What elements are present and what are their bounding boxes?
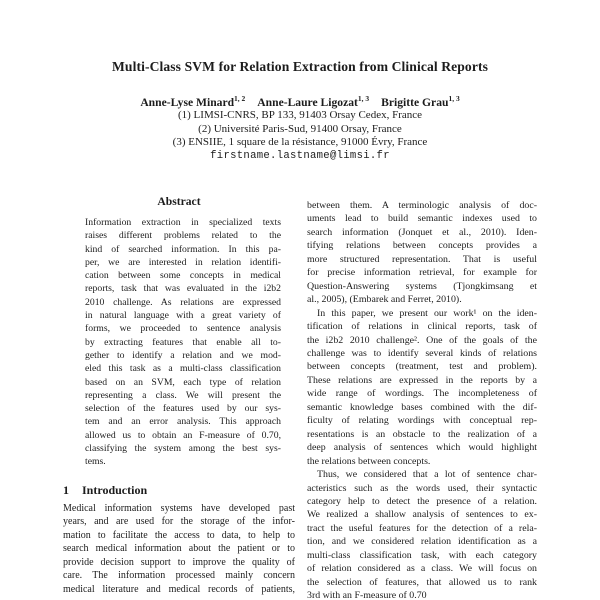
author-name: Anne-Laure Ligozat bbox=[257, 95, 358, 109]
text-line: 2010 challenge. As relations are expressed bbox=[85, 296, 281, 308]
abstract-heading: Abstract bbox=[157, 195, 201, 208]
text-line: based on an SVM, each type of relation bbox=[85, 376, 281, 388]
text-line: allowed us to obtain an F-measure of 0.70, bbox=[85, 429, 281, 441]
affiliation-line: (1) LIMSI-CNRS, BP 133, 91403 Orsay Cedex, France bbox=[177, 109, 422, 121]
text-line: provide decision support to improve the quality of bbox=[63, 556, 295, 568]
text-line: Thus, we considered that a lot of sentence char- bbox=[317, 469, 537, 481]
author-line bbox=[0, 94, 600, 109]
text-line: Medical information systems have developed past bbox=[63, 503, 295, 514]
email-line: firstname.lastname@limsi.fr bbox=[210, 150, 390, 162]
text-line: These relations are expressed in the reports by a bbox=[307, 374, 537, 386]
text-line: 3rd with an F-measure of 0.70 bbox=[307, 590, 427, 600]
text-line: tification of relations in clinical reports, task of bbox=[307, 321, 537, 333]
text-line: forms, we proceeded to sentence analysis bbox=[85, 323, 281, 335]
text-line: of relation considered as a class. We will focus on bbox=[307, 563, 537, 575]
text-line: care. The information processed mainly concern bbox=[63, 570, 295, 582]
text-line: reports, task that was evaluated in the i2b2 bbox=[85, 283, 281, 295]
text-line: years, and are used for the storage of the infor- bbox=[63, 516, 295, 528]
text-line: the i2b2 2010 challenge². One of the goals of the bbox=[307, 334, 537, 346]
abstract-text bbox=[85, 216, 281, 469]
intro-text-left-column bbox=[63, 502, 295, 596]
text-line: representing a class. We will present the bbox=[85, 389, 281, 401]
text-line: tem and an error analysis. This approach bbox=[85, 416, 281, 428]
text-line: eled this task as a multi-class classification bbox=[85, 363, 281, 375]
text-line: tion, and we considered relation identification as a bbox=[307, 536, 537, 548]
author-affiliation-marker: 1, 2 bbox=[234, 94, 246, 103]
text-line: Information extraction in specialized texts bbox=[85, 217, 281, 228]
text-line: In this paper, we present our work¹ on the iden- bbox=[317, 307, 537, 319]
text-line: uments lead to build semantic indexes used to bbox=[307, 213, 537, 225]
text-line: ficulty of relating wordings with conceptual rep- bbox=[307, 415, 537, 427]
text-line: by extracting features that enable all to- bbox=[85, 336, 281, 348]
text-line: medical literature and medical records of patients, bbox=[63, 583, 295, 595]
text-line: search information (Jonquet et al., 2010). Iden- bbox=[307, 226, 537, 238]
text-line: resentations is an obstacle to the realization of a bbox=[307, 428, 537, 440]
text-line: challenge was to identify several kinds of relations bbox=[307, 347, 537, 359]
text-line: in natural language with a great variety of bbox=[85, 310, 281, 322]
text-line: deep analysis of sentences which would highlight bbox=[307, 442, 537, 454]
text-line: kind of searched information. In this pa- bbox=[85, 243, 281, 255]
text-line: search medical information about the patient or to bbox=[63, 543, 295, 555]
author-affiliation-marker: 1, 3 bbox=[448, 94, 460, 103]
paper-title: Multi-Class SVM for Relation Extraction from Clinical Reports bbox=[112, 59, 488, 74]
text-line: wide range of wordings. The incompleteness of bbox=[307, 388, 537, 400]
author bbox=[257, 96, 369, 109]
section-title: Introduction bbox=[82, 483, 148, 497]
section-heading bbox=[63, 483, 295, 498]
affiliation-line: (2) Université Paris-Sud, 91400 Orsay, France bbox=[198, 122, 402, 135]
text-line: selection of the features used by our sys- bbox=[85, 403, 281, 415]
text-line: the relations between concepts. bbox=[307, 455, 431, 467]
text-line: per, we are interested in relation identifi- bbox=[85, 256, 281, 268]
text-line: for precise information retrieval, for example for bbox=[307, 267, 537, 279]
text-line: semantic knowledge bases combined with the dif- bbox=[307, 401, 537, 413]
text-line: raises different problems related to the bbox=[85, 230, 281, 242]
text-line: between them. A terminologic analysis of doc- bbox=[307, 200, 537, 211]
text-line: al., 2005), (Embarek and Ferret, 2010). bbox=[307, 294, 462, 306]
text-line: more structured representation. That is useful bbox=[307, 253, 537, 265]
affiliations bbox=[0, 109, 600, 150]
affiliation-line: (3) ENSIIE, 1 square de la résistance, 91000 Évry, France bbox=[172, 136, 428, 149]
author bbox=[140, 96, 245, 109]
author-name: Brigitte Grau bbox=[381, 95, 449, 109]
text-line: cation between some concepts in medical bbox=[85, 270, 281, 282]
text-line: the selection of features, that allowed us to rank bbox=[307, 576, 537, 588]
text-line: acteristics such as the words used, their syntactic bbox=[307, 482, 537, 494]
text-line: category help to detect the presence of a relation. bbox=[307, 495, 537, 507]
text-line: gether to identify a relation and we mod- bbox=[85, 349, 281, 361]
author-affiliation-marker: 1, 3 bbox=[357, 94, 370, 103]
text-line: tract the useful features for the detection of a rela- bbox=[307, 522, 537, 534]
text-line: multi-class classification task, with each category bbox=[307, 549, 537, 561]
text-line: We realized a shallow analysis of sentences to ex- bbox=[307, 509, 537, 521]
text-line: mation to facilitate the access to data, to help to bbox=[63, 529, 295, 541]
text-line: classifying the system among the best sys- bbox=[85, 443, 281, 455]
text-line: tifying relations between concepts provides a bbox=[307, 240, 537, 252]
right-column-text bbox=[307, 199, 537, 600]
text-line: tems. bbox=[85, 456, 106, 468]
text-line: Question-Answering systems (Tjongkimsang et bbox=[307, 280, 537, 292]
text-line: between concepts (treatment, test and problem). bbox=[307, 361, 537, 373]
author-name: Anne-Lyse Minard bbox=[140, 95, 235, 109]
author bbox=[381, 96, 460, 109]
section-number: 1 bbox=[63, 483, 69, 497]
